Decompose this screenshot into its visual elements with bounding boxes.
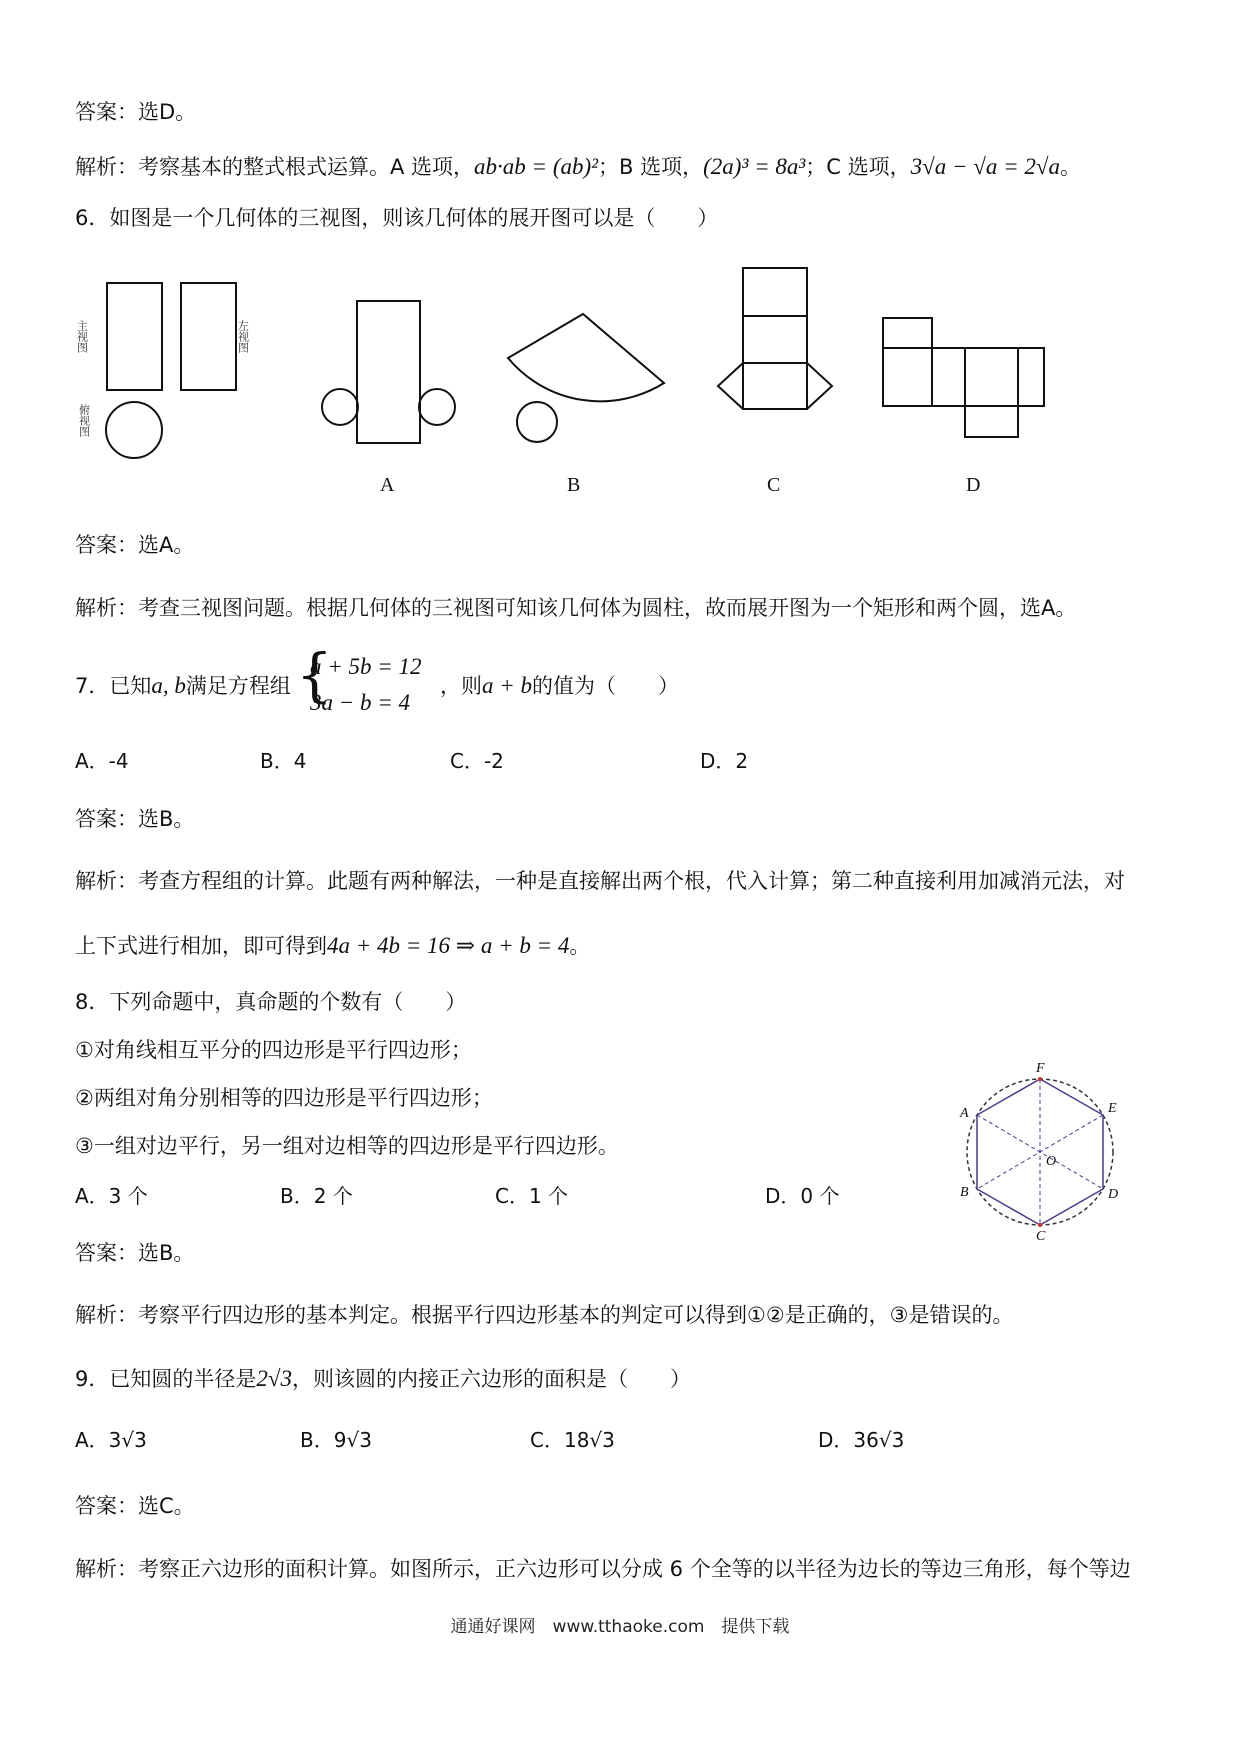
q8-question: 8．下列命题中，真命题的个数有（ ） (75, 990, 467, 1014)
vertex-c-mark (1038, 1223, 1042, 1227)
q9-option-c: C．18√3 (530, 1428, 615, 1452)
q6-label-c: C (767, 474, 781, 496)
q6-analysis: 解析：考查三视图问题。根据几何体的三视图可知该几何体为圆柱，故而展开图为一个矩形和两个圆，选A。 (75, 596, 1077, 620)
q6-question: 6．如图是一个几何体的三视图，则该几何体的展开图可以是（ ） (75, 206, 719, 230)
q7-question-a: 7．已知a, b满足方程组 (75, 673, 291, 698)
label-c: C (1036, 1229, 1046, 1244)
q9-answer: 答案：选C。 (75, 1494, 195, 1518)
q8-option-a: A．3 个 (75, 1184, 148, 1208)
q9-option-d: D．36√3 (818, 1428, 905, 1452)
q6-label-b: B (567, 474, 581, 496)
q5-answer: 答案：选D。 (75, 100, 197, 124)
q6-label-d: D (966, 474, 981, 496)
q5-expr-c: 3√a − √a = 2√a (910, 154, 1061, 179)
q7-option-a: A．-4 (75, 749, 129, 773)
top-view-label: 俯视图 (77, 404, 91, 437)
q9-option-b: B．9√3 (300, 1428, 372, 1452)
q8-item-1: ①对角线相互平分的四边形是平行四边形； (75, 1038, 472, 1062)
vertex-f-mark (1038, 1077, 1042, 1081)
q5-analysis: 解析：考察基本的整式根式运算。A 选项，ab·ab = (ab)²；B 选项，(2a)³ = 8a³；C 选项，3√a − √a = 2√a。 (75, 154, 1082, 179)
side-view-label: 左视图 (236, 320, 250, 353)
q7-analysis-2: 上下式进行相加，即可得到4a + 4b = 16 ⇒ a + b = 4。 (75, 933, 591, 958)
q8-item-3: ③一组对边平行，另一组对边相等的四边形是平行四边形。 (75, 1134, 619, 1158)
label-o: O (1046, 1154, 1057, 1169)
q7-eq1: a + 5b = 12 (310, 654, 422, 679)
q7-eq2: 3a − b = 4 (310, 690, 411, 715)
q7-answer: 答案：选B。 (75, 807, 195, 831)
q9-analysis: 解析：考察正六边形的面积计算。如图所示，正六边形可以分成 6 个全等的以半径为边长的等边三角形，每个等边 (75, 1557, 1131, 1581)
q9-option-a: A．3√3 (75, 1428, 147, 1452)
q8-item-2: ②两组对角分别相等的四边形是平行四边形； (75, 1086, 493, 1110)
q8-analysis: 解析：考察平行四边形的基本判定。根据平行四边形基本的判定可以得到①②是正确的，③是错误的。 (75, 1303, 1014, 1327)
q7-option-c: C．-2 (450, 749, 504, 773)
label-d: D (1108, 1187, 1119, 1202)
q7-question-b: ，则a + b的值为（ ） (440, 673, 680, 698)
label-f: F (1036, 1061, 1045, 1076)
q6-label-a: A (380, 474, 395, 496)
q5-expr-b: (2a)³ = 8a³ (703, 154, 806, 179)
label-a: A (960, 1106, 969, 1121)
q6-answer: 答案：选A。 (75, 533, 195, 557)
q7-analysis-1: 解析：考查方程组的计算。此题有两种解法，一种是直接解出两个根，代入计算；第二种直接利用加减消元法，对 (75, 869, 1125, 893)
q8-option-c: C．1 个 (495, 1184, 569, 1208)
label-b: B (960, 1185, 969, 1200)
q5-expr-a: ab·ab = (ab)² (474, 154, 599, 179)
front-view-label: 主视图 (75, 320, 89, 353)
q8-answer: 答案：选B。 (75, 1241, 195, 1265)
page-footer: 通通好课网 www.tthaoke.com 提供下载 (450, 1617, 790, 1637)
q7-option-d: D．2 (700, 749, 749, 773)
q7-brace: { (296, 641, 333, 709)
q8-option-d: D．0 个 (765, 1184, 840, 1208)
q9-question: 9．已知圆的半径是2√3，则该圆的内接正六边形的面积是（ ） (75, 1366, 691, 1391)
q8-option-b: B．2 个 (280, 1184, 353, 1208)
q7-option-b: B．4 (260, 749, 307, 773)
label-e: E (1108, 1101, 1117, 1116)
